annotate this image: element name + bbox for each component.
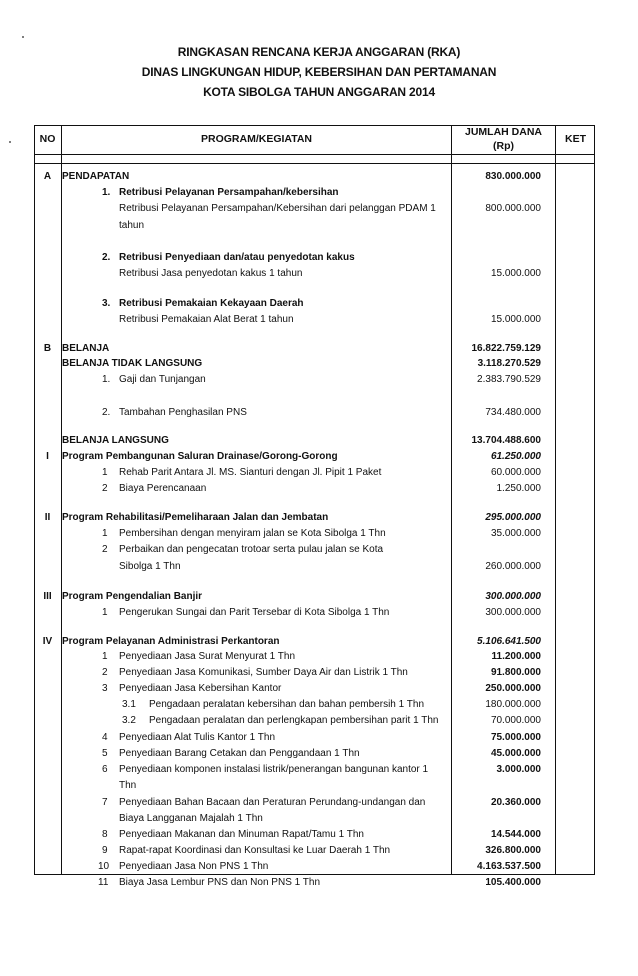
table-row xyxy=(34,511,595,524)
program-text: Retribusi Pemakaian Alat Berat 1 tahun xyxy=(119,314,294,325)
amount-value: 3.118.270.529 xyxy=(477,358,541,369)
table-row xyxy=(34,812,595,825)
amount-value: 70.000.000 xyxy=(490,715,541,726)
item-number: 1. xyxy=(102,187,111,198)
table-row xyxy=(34,606,595,619)
table-row xyxy=(34,297,595,310)
program-text: Penyediaan komponen instalasi listrik/penerangan bangunan kantor 1 xyxy=(119,764,429,775)
item-number: 2. xyxy=(102,252,111,263)
table-row xyxy=(34,876,595,889)
header-divider xyxy=(34,154,595,155)
amount-value: 11.200.000 xyxy=(491,651,541,662)
amount-value: 91.800.000 xyxy=(490,667,541,678)
item-number: 1 xyxy=(102,528,108,539)
table-row xyxy=(34,635,595,648)
table-row xyxy=(34,219,595,232)
amount-value: 20.360.000 xyxy=(490,797,541,808)
program-text: Penyediaan Jasa Kebersihan Kantor xyxy=(119,683,282,694)
amount-value: 250.000.000 xyxy=(485,683,541,694)
table-row xyxy=(34,527,595,540)
item-number: 9 xyxy=(102,845,108,856)
table-row xyxy=(34,434,595,447)
program-text: BELANJA xyxy=(62,343,110,354)
program-text: Sibolga 1 Thn xyxy=(119,561,181,572)
table-row xyxy=(34,342,595,355)
table-row xyxy=(34,682,595,695)
table-row xyxy=(34,779,595,792)
table-row xyxy=(34,714,595,727)
item-number: 1 xyxy=(102,607,108,618)
amount-value: 105.400.000 xyxy=(485,877,541,888)
item-number: 11 xyxy=(98,877,109,888)
table-row xyxy=(34,357,595,370)
amount-value: 2.383.790.529 xyxy=(477,374,541,385)
amount-value: 15.000.000 xyxy=(490,314,541,325)
row-number: IV xyxy=(42,636,53,647)
program-text: Penyediaan Jasa Komunikasi, Sumber Daya Air dan Listrik 1 Thn xyxy=(119,667,408,678)
program-text: Penyediaan Bahan Bacaan dan Peraturan Perundang-undangan dan xyxy=(119,797,426,808)
table-row xyxy=(34,698,595,711)
program-text: Pengadaan peralatan kebersihan dan bahan pembersih 1 Thn xyxy=(149,699,425,710)
table-row xyxy=(34,406,595,419)
row-number: III xyxy=(43,591,52,602)
item-number: 3.1 xyxy=(122,699,136,710)
row-number: B xyxy=(43,343,52,354)
amount-value: 14.544.000 xyxy=(490,829,541,840)
report-title-line-2: DINAS LINGKUNGAN HIDUP, KEBERSIHAN DAN PERTAMANAN xyxy=(141,65,497,79)
table-row xyxy=(34,731,595,744)
amount-value: 15.000.000 xyxy=(490,268,541,279)
column-header-jumlah-unit: (Rp) xyxy=(493,140,514,152)
program-text: Rehab Parit Antara Jl. MS. Sianturi dengan Jl. Pipit 1 Paket xyxy=(119,467,382,478)
item-number: 1 xyxy=(102,651,108,662)
item-number: 8 xyxy=(102,829,108,840)
table-row xyxy=(34,590,595,603)
amount-value: 16.822.759.129 xyxy=(471,343,541,354)
table-row xyxy=(34,543,595,556)
amount-value: 326.800.000 xyxy=(485,845,541,856)
table-row xyxy=(34,267,595,280)
row-number: I xyxy=(46,451,49,462)
item-number: 2 xyxy=(102,667,108,678)
program-text: Biaya Perencanaan xyxy=(119,483,207,494)
amount-value: 5.106.641.500 xyxy=(477,636,541,647)
amount-value: 1.250.000 xyxy=(496,483,541,494)
amount-value: 61.250.000 xyxy=(490,451,541,462)
scan-speck xyxy=(9,141,11,143)
program-text: Pengadaan peralatan dan perlengkapan pembersihan parit 1 Thn xyxy=(149,715,439,726)
item-number: 3. xyxy=(102,298,111,309)
program-text: Tambahan Penghasilan PNS xyxy=(119,407,247,418)
table-row xyxy=(34,170,595,183)
program-text: Retribusi Jasa penyedotan kakus 1 tahun xyxy=(119,268,303,279)
item-number: 2 xyxy=(102,483,108,494)
item-number: 1 xyxy=(102,467,108,478)
item-number: 10 xyxy=(98,861,110,872)
item-number: 2. xyxy=(102,407,111,418)
program-text: Penyediaan Makanan dan Minuman Rapat/Tamu 1 Thn xyxy=(119,829,364,840)
amount-value: 734.480.000 xyxy=(485,407,541,418)
report-title-line-3: KOTA SIBOLGA TAHUN ANGGARAN 2014 xyxy=(203,85,435,99)
program-text: Retribusi Pelayanan Persampahan/Kebersihan dari pelanggan PDAM 1 xyxy=(119,203,436,214)
amount-value: 260.000.000 xyxy=(485,561,541,572)
program-text: Thn xyxy=(119,780,137,791)
amount-value: 3.000.000 xyxy=(496,764,541,775)
item-number: 3 xyxy=(102,683,108,694)
program-text: Retribusi Pemakaian Kekayaan Daerah xyxy=(119,298,304,309)
amount-value: 75.000.000 xyxy=(490,732,541,743)
scan-speck xyxy=(22,36,24,38)
program-text: Retribusi Pelayanan Persampahan/kebersihan xyxy=(119,187,339,198)
amount-value: 800.000.000 xyxy=(485,203,541,214)
row-number: A xyxy=(43,171,52,182)
program-text: PENDAPATAN xyxy=(62,171,130,182)
item-number: 3.2 xyxy=(122,715,136,726)
program-text: Program Pelayanan Administrasi Perkantoran xyxy=(62,636,280,647)
program-text: Gaji dan Tunjangan xyxy=(119,374,206,385)
table-row xyxy=(34,202,595,215)
table-row xyxy=(34,450,595,463)
amount-value: 300.000.000 xyxy=(485,607,541,618)
table-row xyxy=(34,373,595,386)
program-text: Program Pengendalian Banjir xyxy=(62,591,203,602)
table-row xyxy=(34,828,595,841)
item-number: 4 xyxy=(102,732,108,743)
header-divider-double xyxy=(34,163,595,164)
program-text: Rapat-rapat Koordinasi dan Konsultasi ke Luar Daerah 1 Thn xyxy=(119,845,391,856)
program-text: Penyediaan Barang Cetakan dan Penggandaan 1 Thn xyxy=(119,748,360,759)
table-row xyxy=(34,763,595,776)
program-text: tahun xyxy=(119,220,145,231)
amount-value: 295.000.000 xyxy=(485,512,541,523)
column-header-no: NO xyxy=(39,133,56,145)
row-number: II xyxy=(44,512,51,523)
table-row xyxy=(34,560,595,573)
column-header-jumlah-dana: JUMLAH DANA xyxy=(465,126,542,138)
amount-value: 35.000.000 xyxy=(490,528,541,539)
program-text: Penyediaan Jasa Surat Menyurat 1 Thn xyxy=(119,651,296,662)
table-row xyxy=(34,313,595,326)
amount-value: 60.000.000 xyxy=(490,467,541,478)
table-row xyxy=(34,482,595,495)
program-text: Biaya Jasa Lembur PNS dan Non PNS 1 Thn xyxy=(119,877,321,888)
table-row xyxy=(34,186,595,199)
program-text: Penyediaan Jasa Non PNS 1 Thn xyxy=(119,861,269,872)
program-text: Pengerukan Sungai dan Parit Tersebar di Kota Sibolga 1 Thn xyxy=(119,607,390,618)
program-text: Penyediaan Alat Tulis Kantor 1 Thn xyxy=(119,732,276,743)
item-number: 1. xyxy=(102,374,111,385)
column-header-ket: KET xyxy=(565,133,586,145)
table-row xyxy=(34,860,595,873)
table-row xyxy=(34,796,595,809)
item-number: 6 xyxy=(102,764,108,775)
amount-value: 180.000.000 xyxy=(485,699,541,710)
program-text: Perbaikan dan pengecatan trotoar serta pulau jalan se Kota xyxy=(119,544,384,555)
program-text: Biaya Langganan Majalah 1 Thn xyxy=(119,813,263,824)
amount-value: 13.704.488.600 xyxy=(471,435,541,446)
table-row xyxy=(34,666,595,679)
program-text: BELANJA LANGSUNG xyxy=(62,435,169,446)
item-number: 2 xyxy=(102,544,108,555)
amount-value: 830.000.000 xyxy=(485,171,541,182)
program-text: Retribusi Penyediaan dan/atau penyedotan kakus xyxy=(119,252,355,263)
report-title-line-1: RINGKASAN RENCANA KERJA ANGGARAN (RKA) xyxy=(177,45,461,59)
table-row xyxy=(34,650,595,663)
amount-value: 45.000.000 xyxy=(490,748,541,759)
program-text: Program Rehabilitasi/Pemeliharaan Jalan dan Jembatan xyxy=(62,512,329,523)
table-row xyxy=(34,747,595,760)
program-text: Pembersihan dengan menyiram jalan se Kota Sibolga 1 Thn xyxy=(119,528,386,539)
amount-value: 4.163.537.500 xyxy=(477,861,541,872)
program-text: Program Pembangunan Saluran Drainase/Gorong-Gorong xyxy=(62,451,338,462)
amount-value: 300.000.000 xyxy=(485,591,541,602)
column-header-program: PROGRAM/KEGIATAN xyxy=(200,133,313,145)
program-text: BELANJA TIDAK LANGSUNG xyxy=(62,358,203,369)
table-row xyxy=(34,251,595,264)
item-number: 7 xyxy=(102,797,108,808)
table-row xyxy=(34,844,595,857)
table-row xyxy=(34,466,595,479)
item-number: 5 xyxy=(102,748,108,759)
